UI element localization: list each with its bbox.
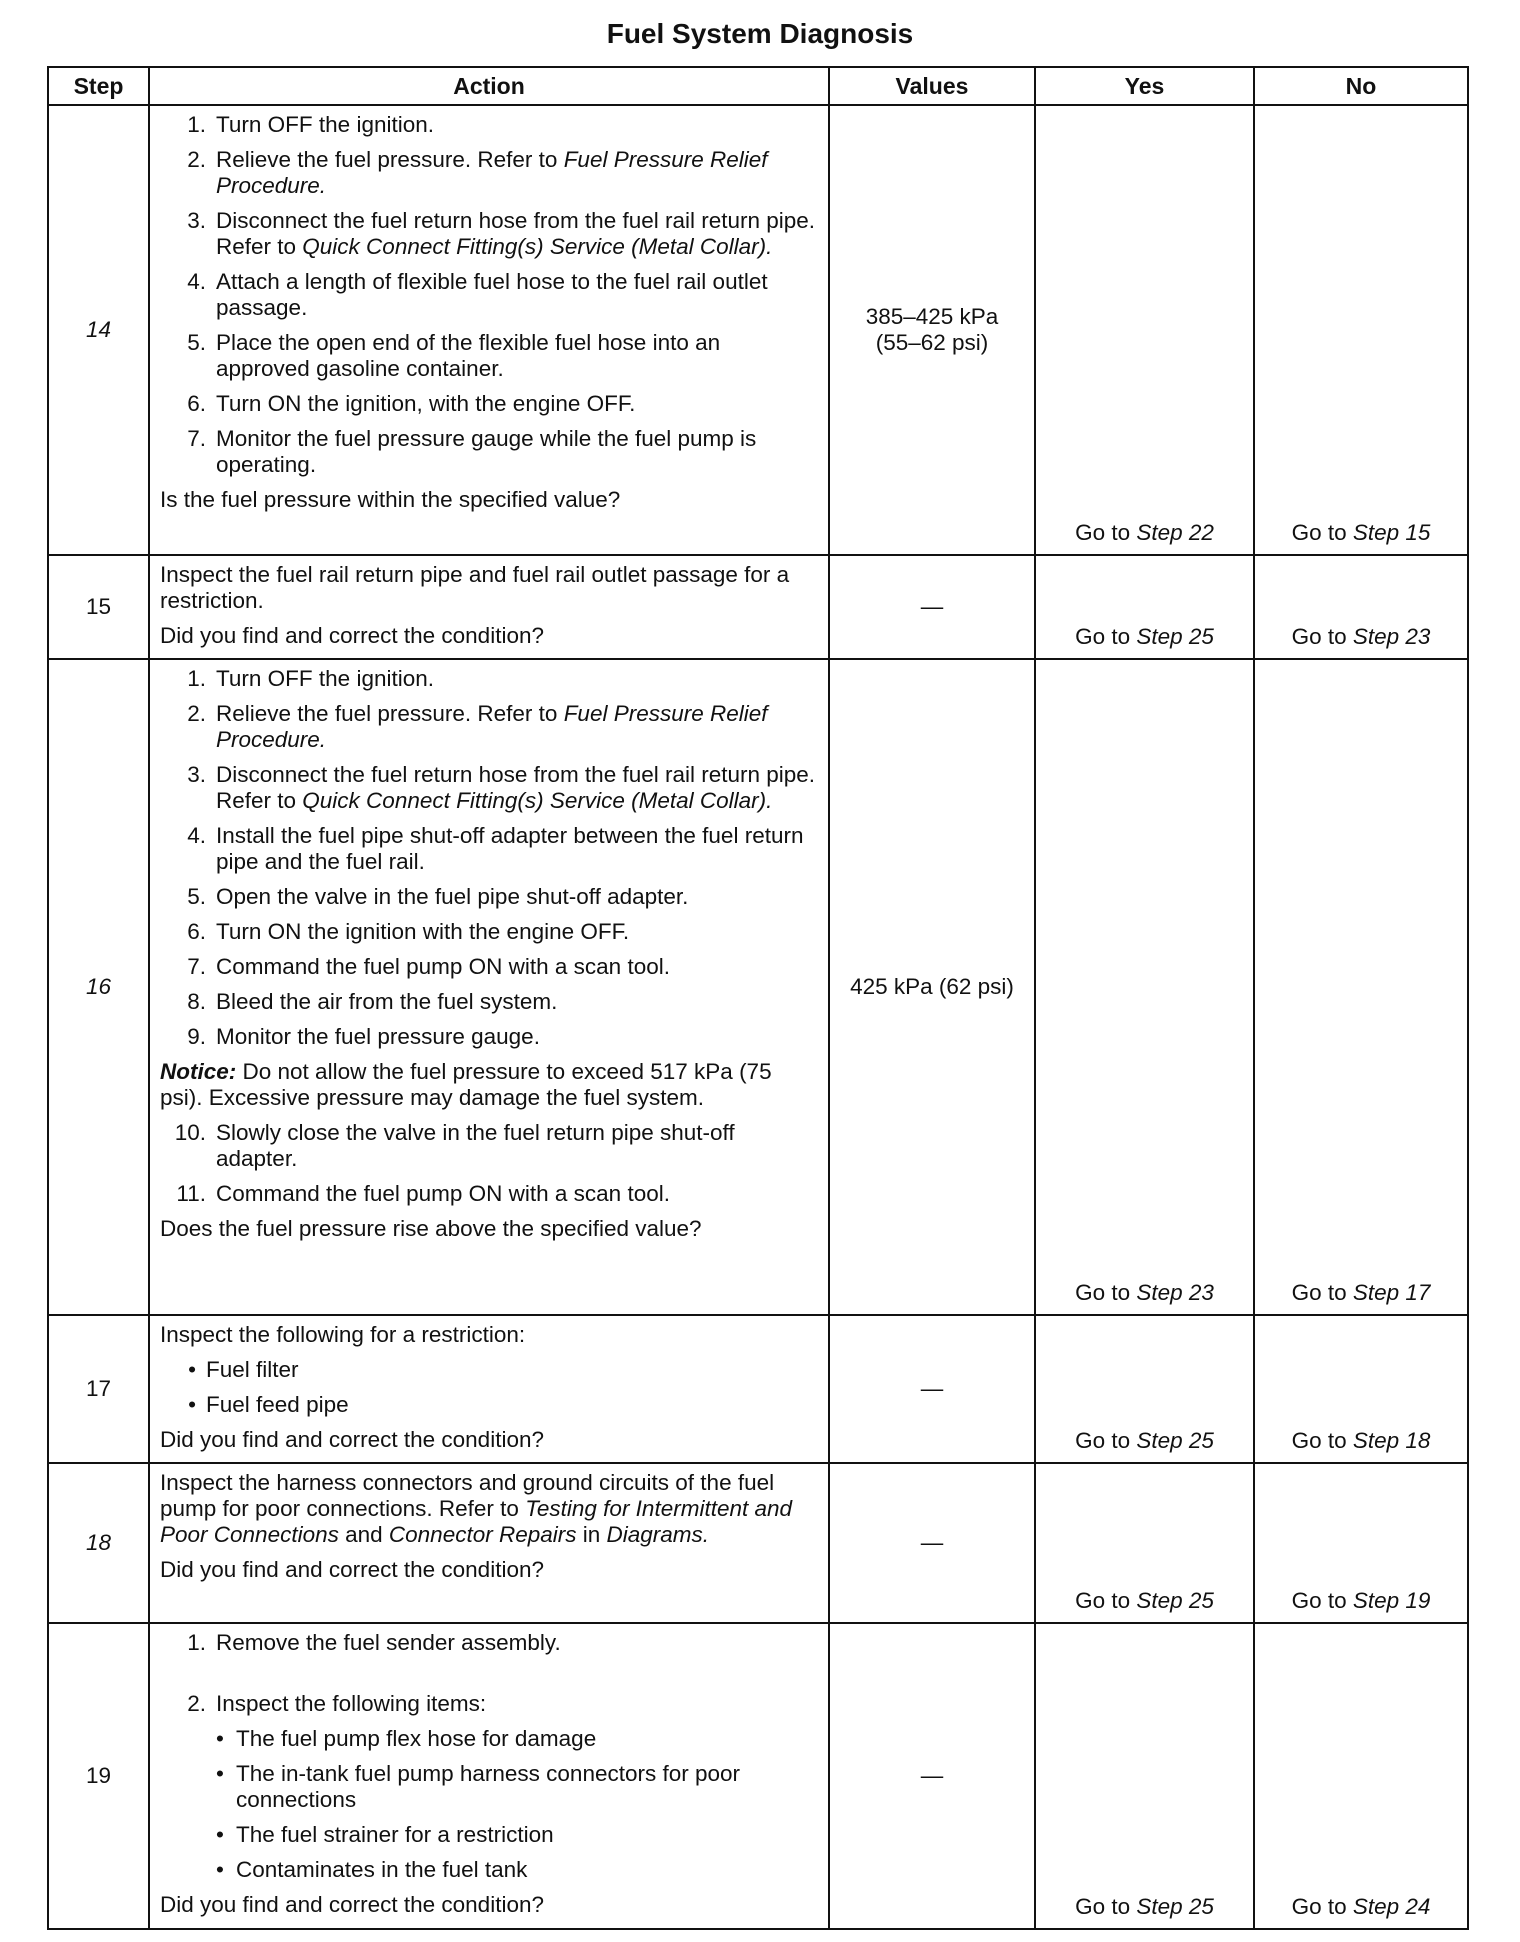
table-row-step-18 xyxy=(48,1463,1468,1623)
bullet-item: • Fuel filter xyxy=(188,1357,299,1382)
yes-cell: Go to Step 25 xyxy=(1035,1315,1254,1463)
reference-link: Diagrams. xyxy=(606,1522,710,1547)
no-cell: Go to Step 17 xyxy=(1254,659,1468,1315)
list-item: 4. Attach a length of flexible fuel hose to the fuel rail outlet passage. xyxy=(187,269,768,320)
action-cell xyxy=(149,1463,829,1623)
question-text: Did you find and correct the condition? xyxy=(160,1427,544,1452)
diagnosis-table xyxy=(47,66,1469,1930)
list-item: 10. Slowly close the valve in the fuel return pipe shut-off adapter. xyxy=(174,1120,735,1171)
reference-link: Connector Repairs xyxy=(388,1522,577,1547)
question-text: Did you find and correct the condition? xyxy=(160,623,544,648)
page-title: Fuel System Diagnosis xyxy=(606,18,914,49)
bullet-item: • Fuel feed pipe xyxy=(188,1392,349,1417)
list-item: 1. Remove the fuel sender assembly. xyxy=(187,1630,561,1655)
header-row xyxy=(48,67,1468,105)
action-cell xyxy=(149,659,829,1315)
bullet-item: • The in-tank fuel pump harness connectors for poor connections xyxy=(216,1761,741,1812)
question-text: Did you find and correct the condition? xyxy=(160,1892,544,1917)
question-text: Does the fuel pressure rise above the specified value? xyxy=(160,1216,702,1241)
reference-link: Fuel Pressure Relief Procedure. xyxy=(216,701,768,752)
list-item: 5. Place the open end of the flexible fuel hose into an approved gasoline container. xyxy=(187,330,721,381)
table-row-step-17 xyxy=(48,1315,1468,1463)
list-item: 7. Monitor the fuel pressure gauge while the fuel pump is operating. xyxy=(187,426,757,477)
list-item: 2. Relieve the fuel pressure. Refer to Fuel Pressure Relief Procedure. xyxy=(187,147,768,198)
table-row-step-16 xyxy=(48,659,1468,1315)
values-cell: — xyxy=(829,1463,1035,1623)
action-cell xyxy=(149,555,829,659)
reference-link: Quick Connect Fitting(s) Service (Metal Collar). xyxy=(302,234,773,259)
yes-cell: Go to Step 22 xyxy=(1035,105,1254,555)
no-cell: Go to Step 24 xyxy=(1254,1623,1468,1929)
no-cell: Go to Step 19 xyxy=(1254,1463,1468,1623)
step-number: 18 xyxy=(48,1463,149,1623)
values-cell: — xyxy=(829,1623,1035,1929)
header-no: No xyxy=(1254,67,1468,105)
action-cell xyxy=(149,1623,829,1929)
values-cell: 425 kPa (62 psi) xyxy=(829,659,1035,1315)
question-text: Is the fuel pressure within the specified value? xyxy=(160,487,621,512)
list-item: 6. Turn ON the ignition with the engine OFF. xyxy=(187,919,630,944)
step-number: 19 xyxy=(48,1623,149,1929)
list-item: 4. Install the fuel pipe shut-off adapter between the fuel return pipe and the fuel rail. xyxy=(187,823,804,874)
no-cell: Go to Step 15 xyxy=(1254,105,1468,555)
list-item: 9. Monitor the fuel pressure gauge. xyxy=(187,1024,540,1049)
yes-cell: Go to Step 25 xyxy=(1035,1463,1254,1623)
header-action: Action xyxy=(149,67,829,105)
action-cell xyxy=(149,105,829,555)
header-values: Values xyxy=(829,67,1035,105)
list-item: 7. Command the fuel pump ON with a scan tool. xyxy=(187,954,670,979)
bullet-item: • The fuel strainer for a restriction xyxy=(216,1822,554,1847)
bullet-item: • Contaminates in the fuel tank xyxy=(216,1857,528,1882)
yes-cell: Go to Step 25 xyxy=(1035,555,1254,659)
action-text: Inspect the following for a restriction: xyxy=(160,1322,526,1347)
yes-cell: Go to Step 25 xyxy=(1035,1623,1254,1929)
reference-link: Quick Connect Fitting(s) Service (Metal Collar). xyxy=(302,788,773,813)
values-cell: — xyxy=(829,555,1035,659)
action-text: Inspect the harness connectors and ground circuits of the fuel pump for poor connections. Refer to Testing for Intermittent and Poor Connections and Connector Repairs in Diagrams. xyxy=(160,1470,793,1547)
list-item: 1. Turn OFF the ignition. xyxy=(187,112,435,137)
list-item: 5. Open the valve in the fuel pipe shut-off adapter. xyxy=(187,884,689,909)
step-number: 14 xyxy=(48,105,149,555)
list-item: 6. Turn ON the ignition, with the engine OFF. xyxy=(187,391,636,416)
no-cell: Go to Step 23 xyxy=(1254,555,1468,659)
list-item: 2. Relieve the fuel pressure. Refer to Fuel Pressure Relief Procedure. xyxy=(187,701,768,752)
question-text: Did you find and correct the condition? xyxy=(160,1557,544,1582)
reference-link: Testing for Intermittent and Poor Connections xyxy=(160,1496,793,1547)
action-text: Inspect the fuel rail return pipe and fuel rail outlet passage for a restriction. xyxy=(160,562,790,613)
step-number: 17 xyxy=(48,1315,149,1463)
step-number: 15 xyxy=(48,555,149,659)
notice-text: Notice: Do not allow the fuel pressure to exceed 517 kPa (75 psi). Excessive pressure may damage the fuel system. xyxy=(160,1059,772,1110)
action-cell xyxy=(149,1315,829,1463)
no-cell: Go to Step 18 xyxy=(1254,1315,1468,1463)
list-item: 3. Disconnect the fuel return hose from the fuel rail return pipe. Refer to Quick Connect Fitting(s) Service (Metal Collar). xyxy=(187,208,816,259)
table-row-step-19 xyxy=(48,1623,1468,1929)
table-row-step-14 xyxy=(48,105,1468,555)
values-cell: 385–425 kPa (55–62 psi) xyxy=(829,105,1035,555)
list-item: 8. Bleed the air from the fuel system. xyxy=(187,989,558,1014)
header-step: Step xyxy=(48,67,149,105)
bullet-item: • The fuel pump flex hose for damage xyxy=(216,1726,597,1751)
values-cell: — xyxy=(829,1315,1035,1463)
list-item: 3. Disconnect the fuel return hose from the fuel rail return pipe. Refer to Quick Connect Fitting(s) Service (Metal Collar). xyxy=(187,762,816,813)
table-row-step-15 xyxy=(48,555,1468,659)
yes-cell: Go to Step 23 xyxy=(1035,659,1254,1315)
header-yes: Yes xyxy=(1035,67,1254,105)
step-number: 16 xyxy=(48,659,149,1315)
list-item: 1. Turn OFF the ignition. xyxy=(187,666,435,691)
list-item: 2. Inspect the following items: xyxy=(187,1691,487,1716)
list-item: 11. Command the fuel pump ON with a scan tool. xyxy=(176,1181,670,1206)
reference-link: Fuel Pressure Relief Procedure. xyxy=(216,147,768,198)
